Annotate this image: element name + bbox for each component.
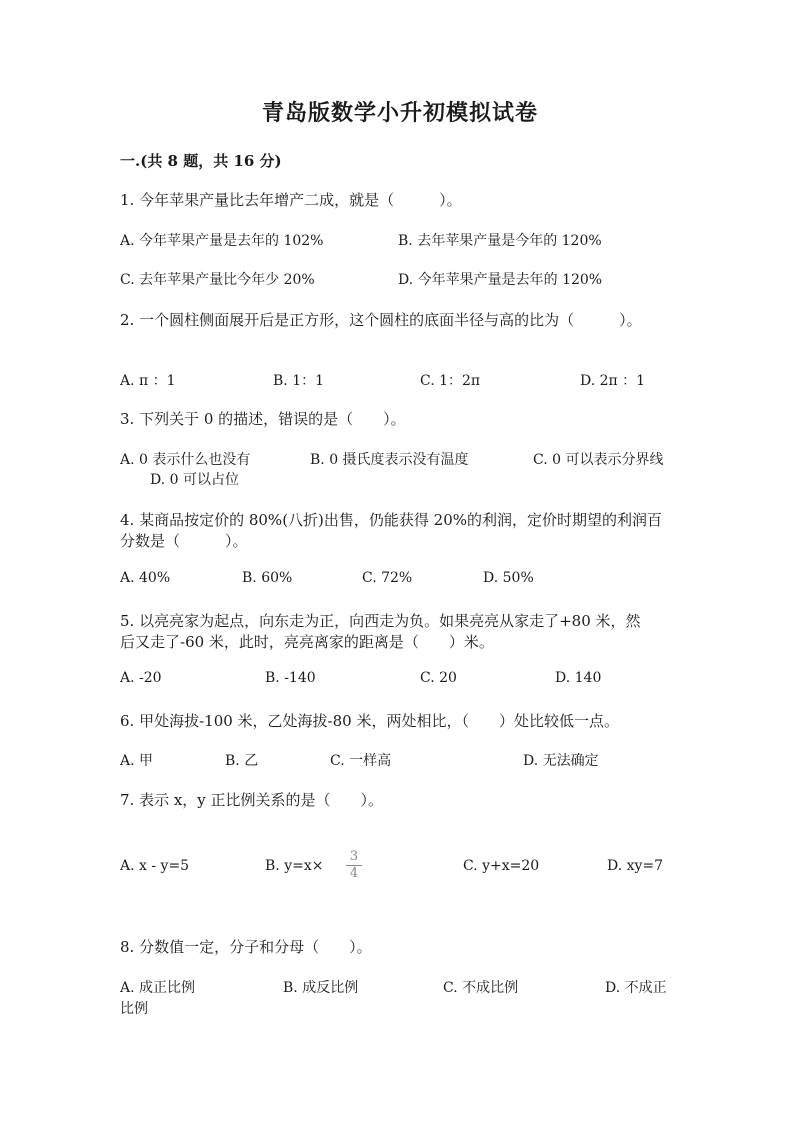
question-5-option-b: B. -140 [265, 670, 316, 686]
question-3-option-a: A. 0 表示什么也没有 [120, 452, 251, 468]
question-2-option-b: B. 1：1 [273, 373, 325, 389]
question-4-stem-line-1: 4. 某商品按定价的 80%(八折)出售，仍能获得 20%的利润，定价时期望的利润百 [120, 511, 663, 529]
question-6-option-d: D. 无法确定 [523, 753, 599, 769]
question-4-option-c: C. 72% [362, 570, 413, 586]
question-4-option-a: A. 40% [120, 570, 171, 586]
question-8-option-a: A. 成正比例 [120, 980, 196, 996]
question-3-option-b: B. 0 摄氏度表示没有温度 [310, 452, 469, 468]
question-4-stem-line-2: 分数是（ ）。 [120, 532, 248, 550]
question-8-option-b: B. 成反比例 [283, 980, 359, 996]
fraction-three-quarters [346, 850, 362, 881]
fraction-denominator: 4 [349, 866, 359, 881]
question-7-option-c: C. y+x=20 [463, 858, 540, 874]
question-5-option-a: A. -20 [120, 670, 162, 686]
question-6-stem: 6. 甲处海拔-100 米，乙处海拔-80 米，两处相比，（ ）处比较低一点。 [120, 712, 619, 730]
question-5-option-c: C. 20 [420, 670, 457, 686]
question-5-option-d: D. 140 [555, 670, 602, 686]
question-8-option-d-wrap: 比例 [120, 1001, 148, 1017]
question-3-stem: 3. 下列关于 0 的描述，错误的是（ ）。 [120, 410, 406, 428]
question-6-option-a: A. 甲 [120, 753, 154, 769]
section-heading: 一.(共 8 题，共 16 分) [120, 152, 282, 170]
question-4-option-b: B. 60% [242, 570, 293, 586]
question-1-option-c: C. 去年苹果产量比今年少 20% [120, 272, 315, 288]
question-6-option-b: B. 乙 [225, 753, 259, 769]
question-1-option-a: A. 今年苹果产量是去年的 102% [120, 233, 324, 249]
question-7-stem: 7. 表示 x，y 正比例关系的是（ ）。 [120, 791, 384, 809]
question-7-option-d: D. xy=7 [607, 858, 664, 874]
question-1-stem: 1. 今年苹果产量比去年增产二成，就是（ ）。 [120, 191, 462, 209]
question-8-stem: 8. 分数值一定，分子和分母（ ）。 [120, 938, 372, 956]
page-title: 青岛版数学小升初模拟试卷 [261, 100, 538, 126]
question-6-option-c: C. 一样高 [330, 753, 392, 769]
question-5-stem-line-1: 5. 以亮亮家为起点，向东走为正，向西走为负。如果亮亮从家走了+80 米，然 [120, 612, 641, 630]
question-1-option-b: B. 去年苹果产量是今年的 120% [398, 233, 602, 249]
question-2-option-d: D. 2π ：1 [580, 373, 646, 389]
question-8-option-c: C. 不成比例 [443, 980, 519, 996]
question-3-option-c: C. 0 可以表示分界线 [533, 452, 664, 468]
fraction-numerator: 3 [349, 849, 359, 864]
question-4-option-d: D. 50% [483, 570, 534, 586]
question-3-option-d: D. 0 可以占位 [150, 472, 239, 488]
question-2-option-a: A. π ：1 [120, 373, 176, 389]
question-8-option-d: D. 不成正 [605, 980, 667, 996]
question-1-option-d: D. 今年苹果产量是去年的 120% [398, 272, 603, 288]
question-2-option-c: C. 1：2π [420, 373, 481, 389]
question-7-option-a: A. x - y=5 [120, 858, 190, 874]
question-5-stem-line-2: 后又走了-60 米，此时，亮亮离家的距离是（ ）米。 [120, 633, 494, 651]
question-7-option-b: B. y=x× [265, 858, 324, 874]
question-2-stem: 2. 一个圆柱侧面展开后是正方形，这个圆柱的底面半径与高的比为（ ）。 [120, 311, 642, 329]
